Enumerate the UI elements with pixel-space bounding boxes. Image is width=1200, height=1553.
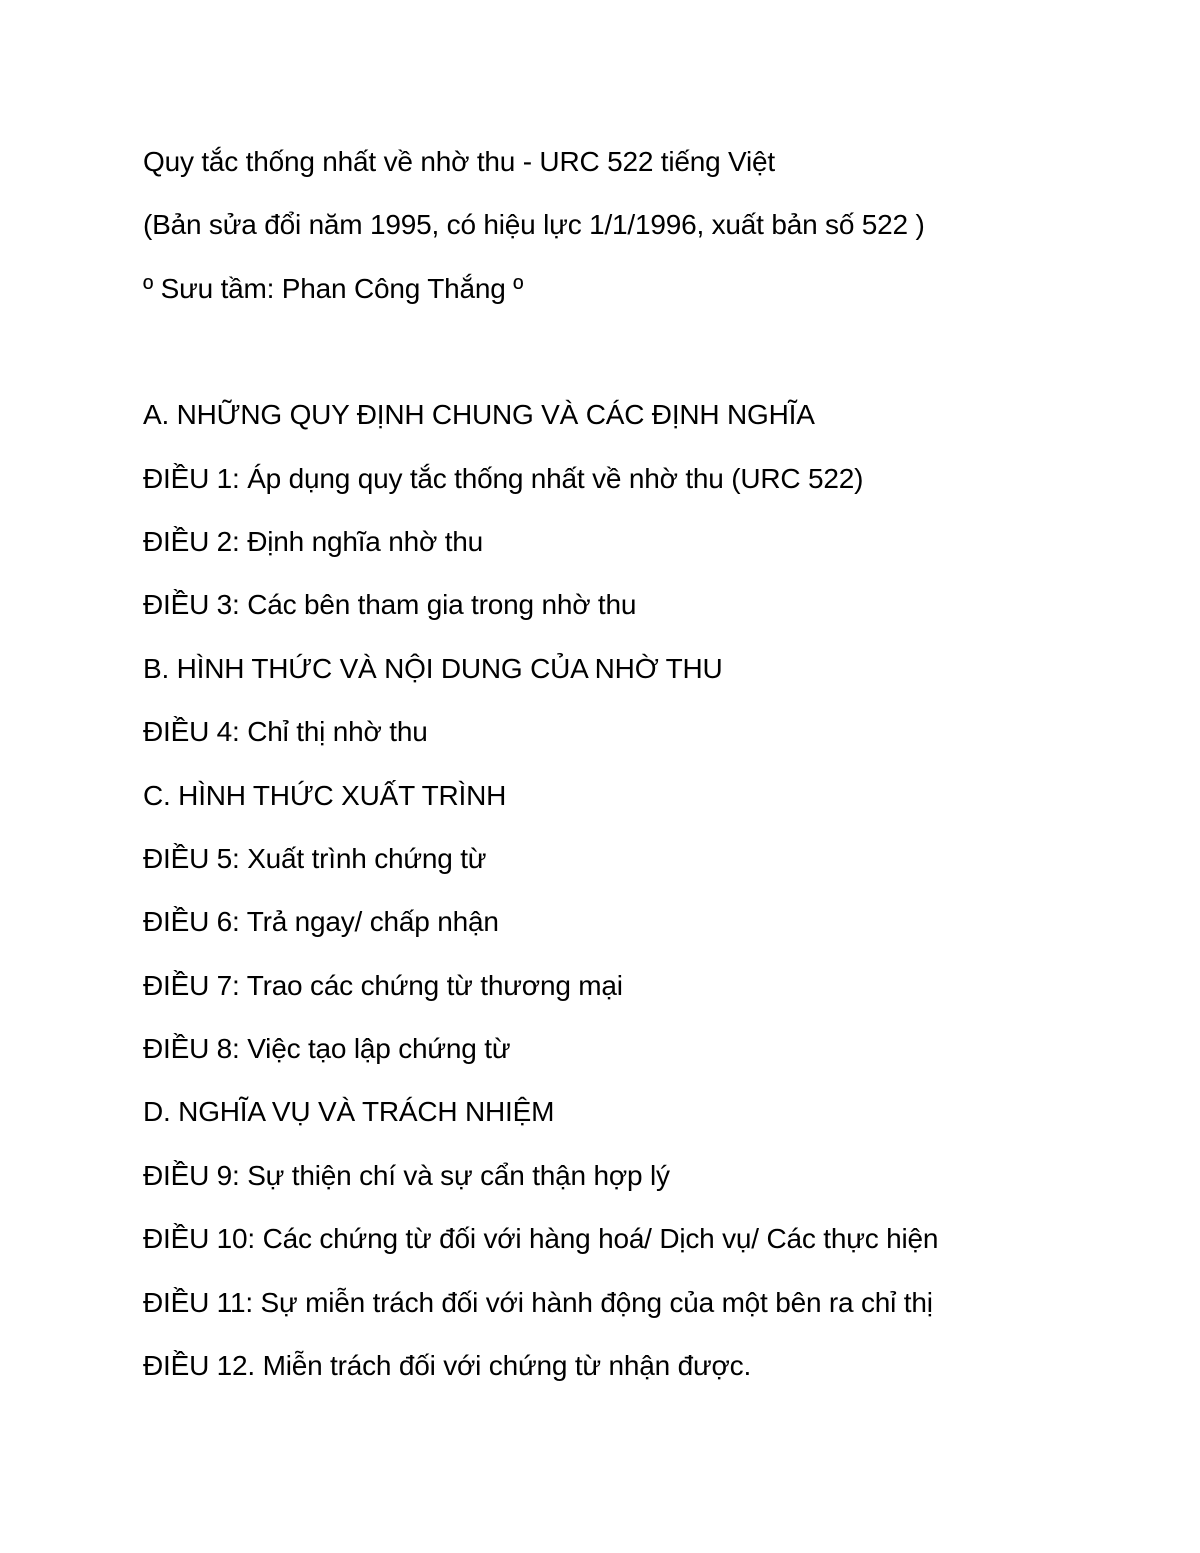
document-title: Quy tắc thống nhất về nhờ thu - URC 522 tiếng Việt	[143, 146, 776, 177]
section-heading-c: C. HÌNH THỨC XUẤT TRÌNH	[143, 779, 507, 811]
section-heading-a: A. NHỮNG QUY ĐỊNH CHUNG VÀ CÁC ĐỊNH NGHĨA	[143, 399, 815, 431]
article-3: ĐIỀU 3: Các bên tham gia trong nhờ thu	[143, 589, 637, 621]
article-5: ĐIỀU 5: Xuất trình chứng từ	[143, 842, 487, 874]
section-heading-b: B. HÌNH THỨC VÀ NỘI DUNG CỦA NHỜ THU	[143, 652, 723, 684]
article-9: ĐIỀU 9: Sự thiện chí và sự cẩn thận hợp lý	[143, 1159, 670, 1191]
article-12: ĐIỀU 12. Miễn trách đối với chứng từ nhận được.	[143, 1350, 752, 1382]
article-7: ĐIỀU 7: Trao các chứng từ thương mại	[143, 969, 623, 1001]
document-credit: º Sưu tầm: Phan Công Thắng º	[143, 272, 524, 304]
document-subtitle: (Bản sửa đổi năm 1995, có hiệu lực 1/1/1996, xuất bản số 522 )	[143, 209, 925, 241]
section-heading-d: D. NGHĨA VỤ VÀ TRÁCH NHIỆM	[143, 1096, 555, 1128]
article-1: ĐIỀU 1: Áp dụng quy tắc thống nhất về nhờ thu (URC 522)	[143, 462, 864, 494]
article-6: ĐIỀU 6: Trả ngay/ chấp nhận	[143, 906, 499, 938]
blank-line	[143, 330, 1143, 393]
article-8: ĐIỀU 8: Việc tạo lập chứng từ	[143, 1033, 511, 1065]
article-2: ĐIỀU 2: Định nghĩa nhờ thu	[143, 525, 484, 557]
document-content	[143, 140, 1143, 1407]
article-4: ĐIỀU 4: Chỉ thị nhờ thu	[143, 716, 428, 748]
article-10: ĐIỀU 10: Các chứng từ đối với hàng hoá/ Dịch vụ/ Các thực hiện	[143, 1223, 939, 1255]
article-11: ĐIỀU 11: Sự miễn trách đối với hành động của một bên ra chỉ thị	[143, 1286, 933, 1318]
